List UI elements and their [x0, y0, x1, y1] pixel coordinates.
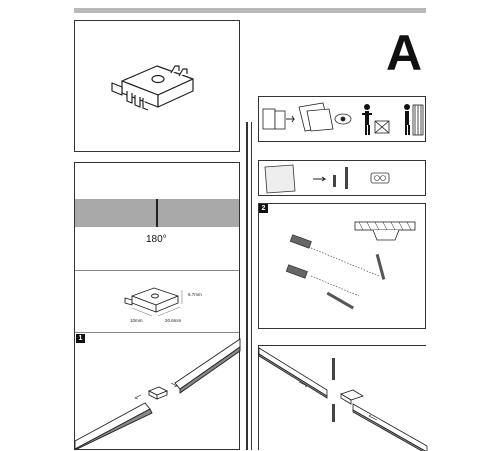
bottom-right-panel	[258, 345, 426, 450]
dim-length: 20.6mm	[165, 318, 182, 323]
center-divider-2	[251, 122, 252, 450]
rotation-divider	[156, 199, 158, 227]
panel-separator	[75, 270, 239, 271]
parts-panel	[258, 160, 426, 196]
connector-drawing	[75, 21, 241, 153]
connector-illustration-panel	[74, 20, 240, 152]
step-2-badge: 2	[259, 204, 268, 213]
step2-mounting-drawing	[259, 204, 427, 330]
rotation-label: 180°	[146, 234, 167, 245]
parts-drawing	[259, 161, 427, 197]
center-divider	[246, 122, 248, 450]
header-bar	[74, 8, 426, 13]
dim-height: 6.7mm	[188, 292, 202, 297]
step-1-badge: 1	[76, 334, 85, 343]
read-instructions-drawing	[259, 97, 427, 143]
page-letter: A	[386, 25, 423, 81]
step2-panel	[258, 203, 426, 329]
connector-assembly-drawing	[259, 346, 427, 451]
dim-width: 10mm	[130, 318, 143, 323]
instructions-panel	[258, 96, 426, 142]
step1-strip-drawing	[75, 333, 239, 449]
